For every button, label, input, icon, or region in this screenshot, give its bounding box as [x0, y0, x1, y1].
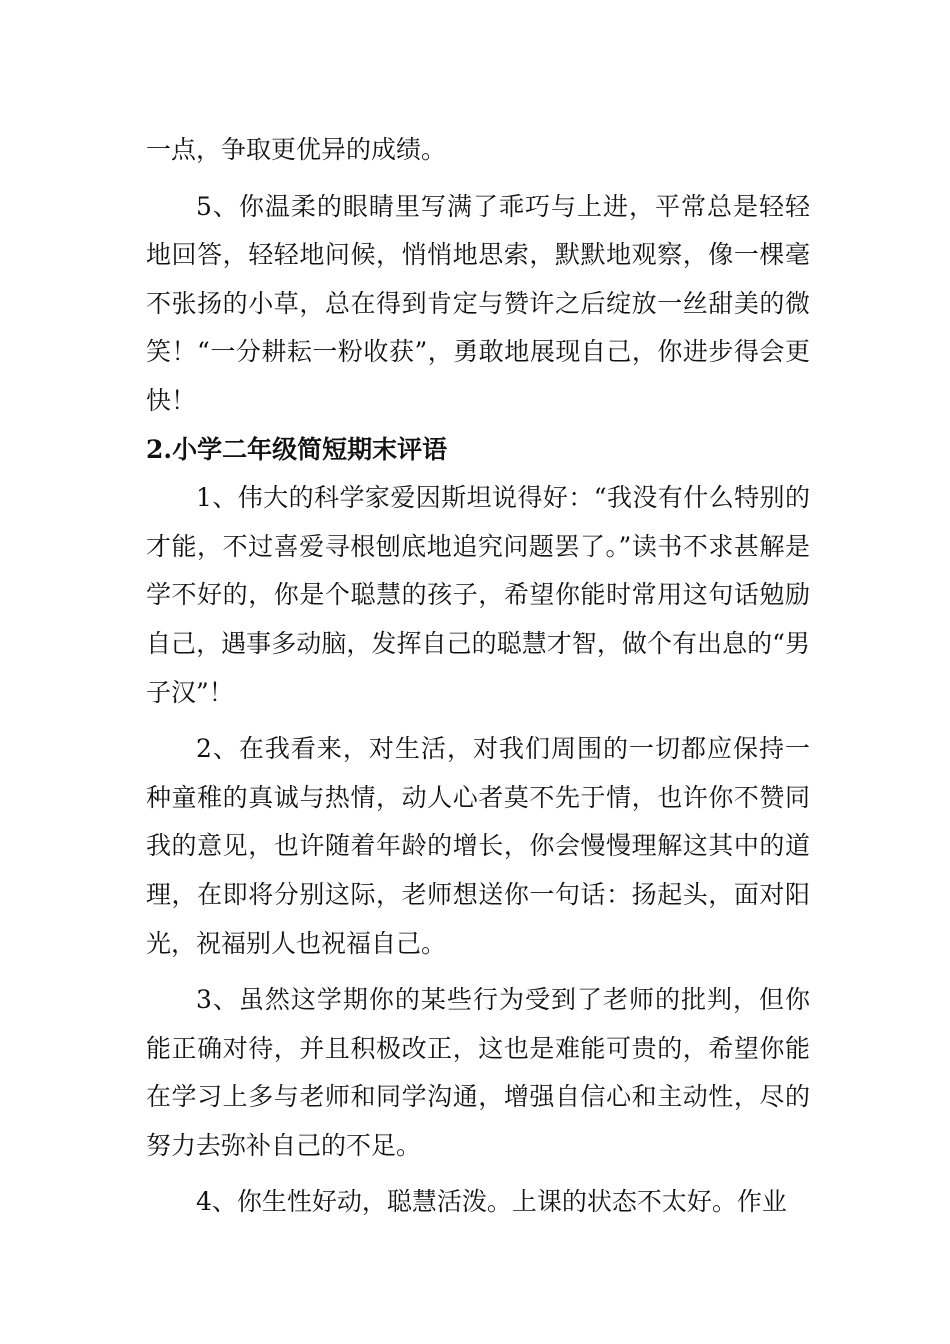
document-body	[146, 126, 810, 1227]
section-heading: 2.小学二年级简短期末评语	[146, 434, 448, 464]
paragraph-comment-5: 5、你温柔的眼睛里写满了乖巧与上进，平常总是轻轻地回答，轻轻地问候，悄悄地思索，默默地观察，像一棵毫不张扬的小草，总在得到肯定与赞许之后绽放一丝甜美的微笑！“一分耕耘一粉收获”，勇敢地展现自己，你进步得会更快！	[146, 191, 810, 415]
paragraph-continuation: 一点，争取更优异的成绩。	[146, 135, 447, 164]
paragraph-comment-1: 1、伟大的科学家爱因斯坦说得好：“我没有什么特别的才能，不过喜爱寻根刨底地追究问题罢了。”读书不求甚解是学不好的，你是个聪慧的孩子，希望你能时常用这句话勉励自己，遇事多动脑，发挥自己的聪慧才智，做个有出息的“男子汉”！	[146, 483, 810, 707]
paragraph-comment-3: 3、虽然这学期你的某些行为受到了老师的批判，但你能正确对待，并且积极改正，这也是难能可贵的，希望你能在学习上多与老师和同学沟通，增强自信心和主动性，尽的努力去弥补自己的不足。	[146, 985, 810, 1160]
paragraph-comment-2: 2、在我看来，对生活，对我们周围的一切都应保持一种童稚的真诚与热情，动人心者莫不先于情，也许你不赞同我的意见，也许随着年龄的增长，你会慢慢理解这其中的道理，在即将分别这际，老师想送你一句话：扬起头，面对阳光，祝福别人也祝福自己。	[146, 734, 810, 958]
paragraph-comment-4: 4、你生性好动，聪慧活泼。上课的状态不太好。作业	[196, 1187, 787, 1217]
